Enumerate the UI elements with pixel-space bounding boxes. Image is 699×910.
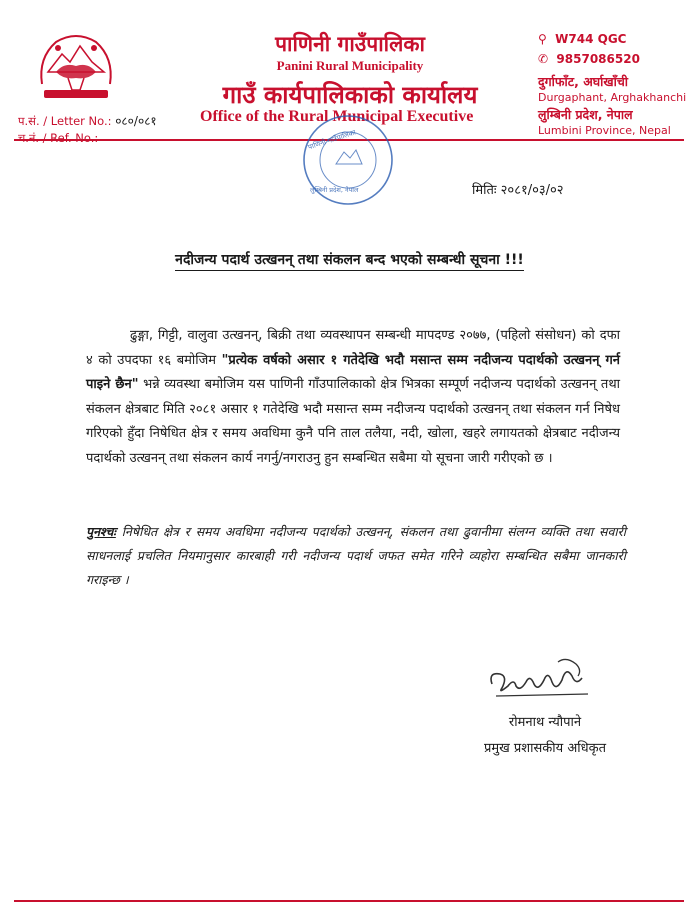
office-name-np: गाउँ कार्यपालिकाको कार्यालय	[222, 81, 478, 109]
footer-divider	[14, 900, 684, 902]
letter-number: प.सं. / Letter No.: ०८०/०८१	[18, 114, 157, 128]
signatory-name: रोमनाथ न्यौपाने	[508, 715, 582, 730]
notice-body: ढुङ्गा, गिट्टी, वालुवा उत्खनन्, बिक्री तथा व्यवस्थापन सम्बन्धी मापदण्ड २०७७, (पहिलो संसोधन) को दफा ४ को उपदफा १६ बमोजिम "प्रत्येक वर्षको असार १ गतेदेखि भदौ मसान्त सम्म नदीजन्य पदार्थको उत्खनन् गर्न पाइने छैन" भन्ने व्यवस्था बमोजिम यस पाणिनी गाँउपालिकाको क्षेत्र भित्रका सम्पूर्ण नदीजन्य पदार्थको उत्खनन् तथा संकलन क्षेत्रबाट मिति २०८१ असार १ गतेदेखि भदौ मसान्त सम्म नदीजन्य पदार्थको उत्खनन् तथा संकलन गर्न निषेध गरिएको हुँदा निषेधित क्षेत्र र समय अवधिमा कुनै पनि ताल तलैया, नदी, खोला, खहरे लगायतको क्षेत्रबाट नदीजन्य पदार्थको उत्खनन् तथा संकलन कार्य नगर्नु/नगराउनु हुन सम्बन्धित सबैमा यो सूचना जारी गरीएको छ ।	[86, 328, 620, 466]
nepal-emblem-logo	[34, 28, 118, 108]
phone-number: ✆ 9857086520	[538, 52, 640, 66]
handwritten-signature	[486, 652, 596, 700]
postscript: पुनश्चः निषेधित क्षेत्र र समय अवधिमा नदीजन्य पदार्थको उत्खनन्, संकलन तथा ढुवानीमा संलग्न व्यक्ति तथा सवारी साधनलाई प्रचलित नियमानुसार कारबाही गरी नदीजन्य पदार्थ जफत समेत गरिने व्यहोरा सम्बन्धित सबैमा जानकारी गराइन्छ ।	[86, 524, 626, 587]
regulation-quote: "प्रत्येक वर्षको असार १ गतेदेखि भदौ मसान्त सम्म नदीजन्य पदार्थको उत्खनन् गर्न पाइने छैन"	[86, 352, 620, 392]
office-name-en: Office of the Rural Municipal Executive	[200, 108, 474, 125]
province-en: Lumbini Province, Nepal	[538, 124, 671, 137]
ref-number: च.नं. / Ref. No.:	[18, 131, 99, 145]
province-np: लुम्बिनी प्रदेश, नेपाल	[538, 107, 633, 122]
place-np: दुर्गाफाँट, अर्घाखाँची	[538, 74, 629, 89]
place-en: Durgaphant, Arghakhanchi	[538, 91, 687, 104]
office-stamp	[300, 112, 396, 208]
postscript-label: पुनश्चः	[86, 524, 116, 539]
signatory-designation: प्रमुख प्रशासकीय अधिकृत	[483, 741, 607, 756]
antenna-icon: ⚲	[538, 32, 547, 46]
letter-date: मितिः २०८१/०३/०२	[472, 183, 564, 198]
svg-text:लुम्बिनी प्रदेश, नेपाल: लुम्बिनी प्रदेश, नेपाल	[310, 186, 359, 194]
municipality-name-en: Panini Rural Municipality	[276, 58, 424, 73]
municipality-name-np: पाणिनी गाउँपालिका	[275, 32, 425, 56]
call-sign: ⚲ W744 QGC	[538, 32, 627, 46]
phone-icon: ✆	[538, 52, 549, 66]
notice-subject: नदीजन्य पदार्थ उत्खनन् तथा संकलन बन्द भएको सम्बन्धी सूचना !!!	[0, 250, 699, 269]
svg-text:पाणिनी गाउँपालिका: पाणिनी गाउँपालिका	[307, 128, 357, 152]
